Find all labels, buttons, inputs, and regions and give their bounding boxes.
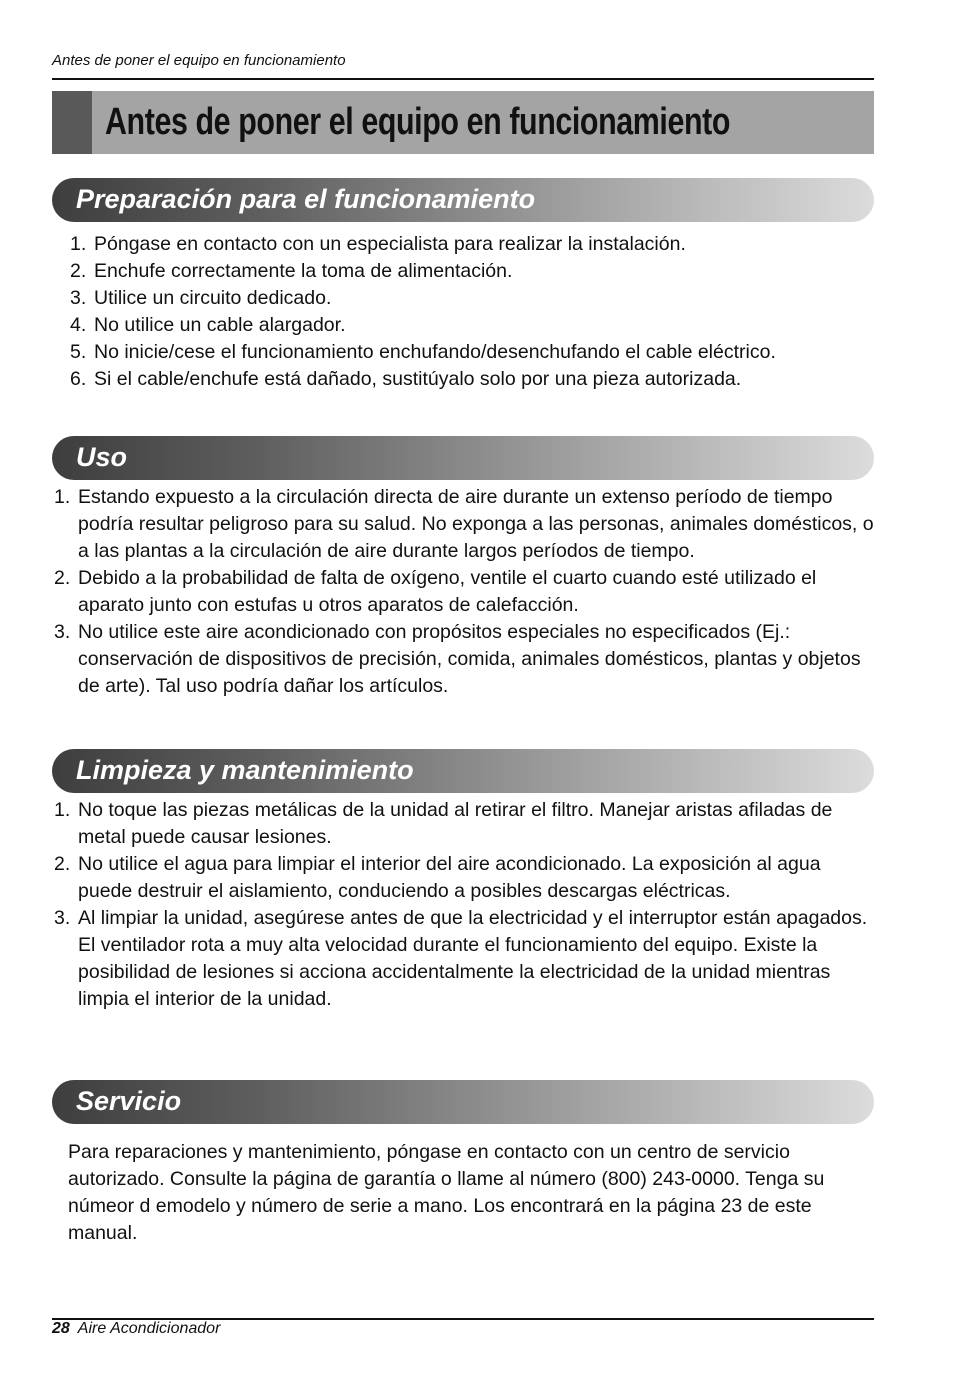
list-item: 4. No utilice un cable alargador. [70,314,346,336]
page-title: Antes de poner el equipo en funcionamiento [105,101,731,143]
list-item: 2. Enchufe correctamente la toma de alimentación. [70,260,513,282]
page-footer [52,1320,220,1338]
footer-text: Aire Acondicionador [77,1320,221,1337]
list-item: 3. Al limpiar la unidad, asegúrese antes de que la electricidad y el interruptor están apagados. El ventilador rota a muy alta velocidad durante el funcionamiento del equipo. Existe la posibilidad de lesiones si acciona accidentalmente la electricidad de la unidad mientras limpia el interior de la unidad. [54,907,868,1010]
usage-list [54,484,874,700]
list-item: 5. No inicie/cese el funcionamiento enchufando/desenchufando el cable eléctrico. [70,341,776,363]
section-heading: Servicio [76,1086,182,1116]
section-heading-bar [52,749,874,793]
list-item: 2. No utilice el agua para limpiar el interior del aire acondicionado. La exposición al agua puede destruir el aislamiento, conduciendo a posibles descargas eléctricas. [54,853,821,902]
page-title-bar [52,91,874,154]
list-item: 1. No toque las piezas metálicas de la unidad al retirar el filtro. Manejar aristas afiladas de metal puede causar lesiones. [54,799,833,848]
service-paragraph: Para reparaciones y mantenimiento, póngase en contacto con un centro de servicio autorizado. Consulte la página de garantía o llame al número (800) 243-0000. Tenga su númeor d emodelo y número de serie a mano. Los encontrará en la página 23 de este manual. [68,1141,825,1244]
section-heading-bar [52,178,874,222]
section-heading: Preparación para el funcionamiento [76,184,536,214]
preparation-list [70,231,870,393]
page-number: 28 [52,1320,70,1337]
section-heading: Limpieza y mantenimiento [76,755,414,785]
running-header: Antes de poner el equipo en funcionamiento [52,52,346,69]
list-item: 1. Póngase en contacto con un especialista para realizar la instalación. [70,233,686,255]
section-heading-bar [52,1080,874,1124]
list-item: 6. Si el cable/enchufe está dañado, sustitúyalo solo por una pieza autorizada. [70,368,742,390]
section-heading: Uso [76,442,128,472]
title-accent-block [52,91,92,154]
list-item: 1. Estando expuesto a la circulación directa de aire durante un extenso período de tiempo podría resultar peligroso para su salud. No exponga a las personas, animales domésticos, o a las plantas a la circulación de aire durante largos períodos de tiempo. [54,486,874,562]
section-heading-bar [52,436,874,480]
list-item: 3. No utilice este aire acondicionado con propósitos especiales no especificados (Ej.: conservación de dispositivos de precisión, comida, animales domésticos, plantas y objetos de arte). Tal uso podría dañar los artículos. [54,621,861,697]
list-item: 3. Utilice un circuito dedicado. [70,287,332,309]
list-item: 2. Debido a la probabilidad de falta de oxígeno, ventile el cuarto cuando esté utilizado el aparato junto con estufas u otros aparatos de calefacción. [54,567,817,616]
cleaning-list [54,797,874,1013]
header-rule [52,78,874,80]
